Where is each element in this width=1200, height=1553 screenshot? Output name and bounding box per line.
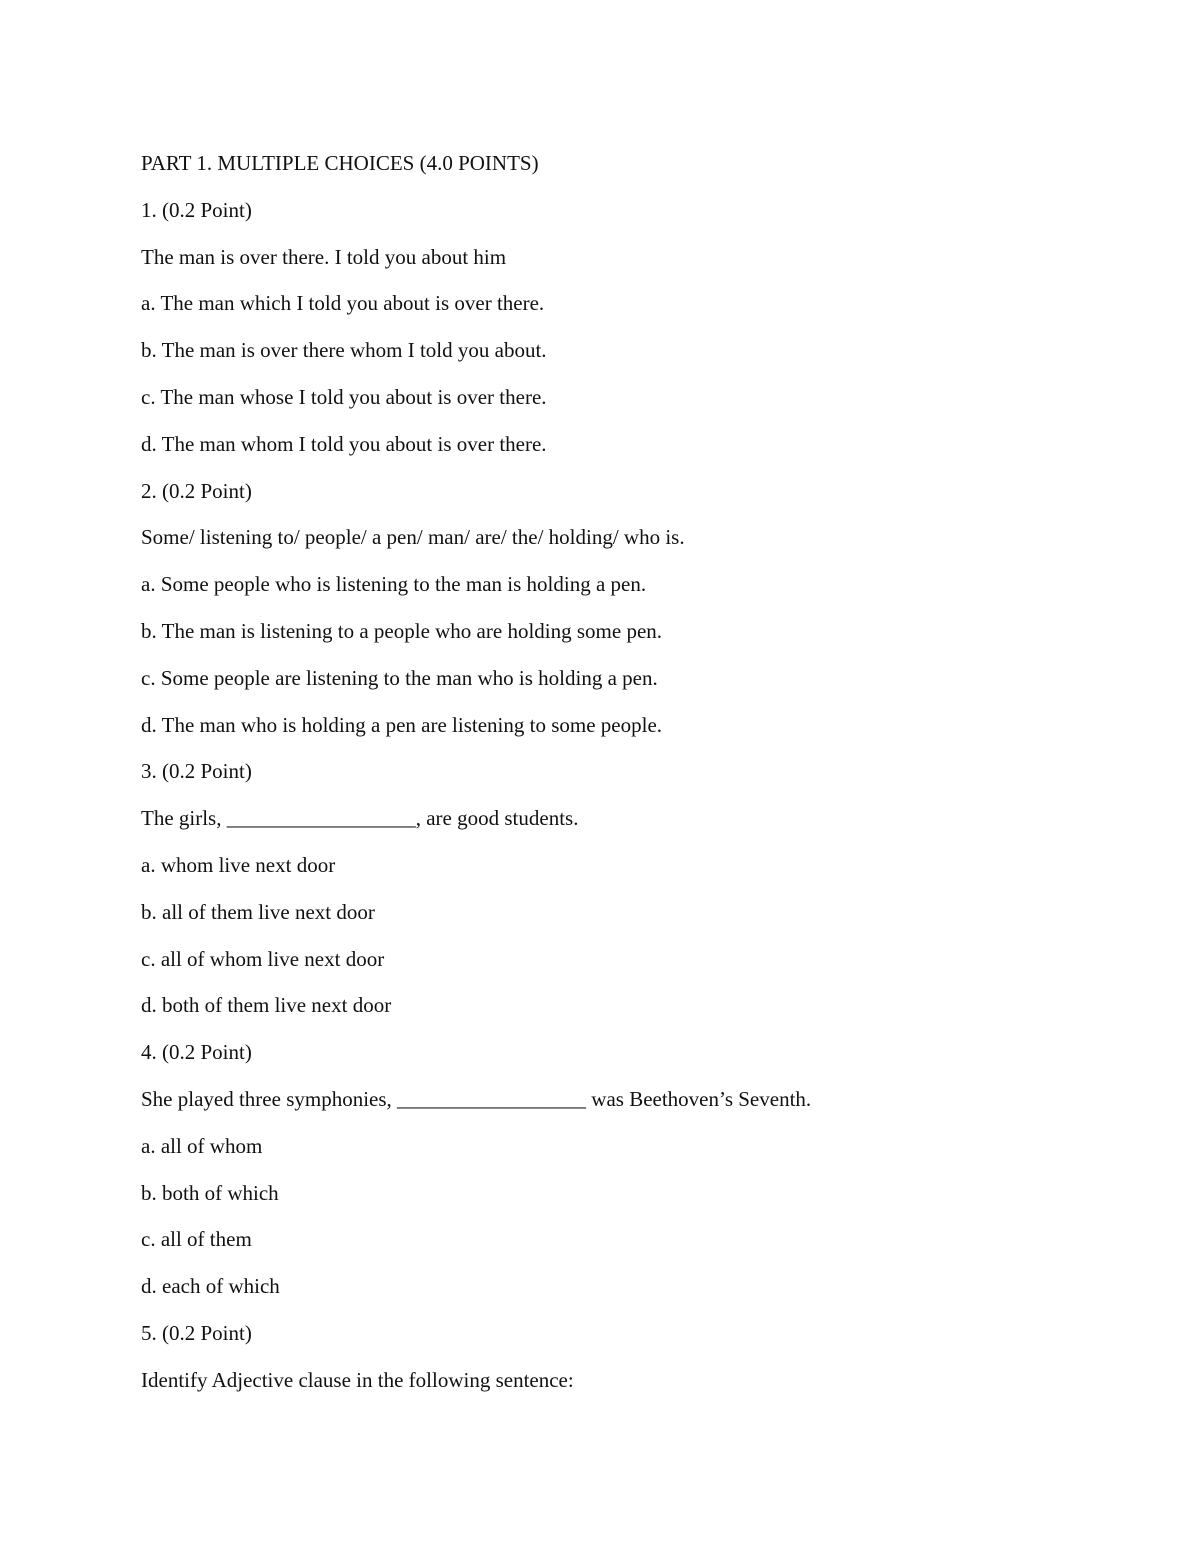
question-4-prompt: She played three symphonies, __________________ was Beethoven’s Seventh. <box>141 1086 812 1111</box>
question-1-option-a: a. The man which I told you about is over there. <box>141 291 545 316</box>
question-4-option-c: c. all of them <box>141 1227 252 1252</box>
question-2-option-d: d. The man who is holding a pen are listening to some people. <box>141 712 663 737</box>
question-4-option-d: d. each of which <box>141 1274 280 1299</box>
question-2-prompt: Some/ listening to/ people/ a pen/ man/ are/ the/ holding/ who is. <box>141 525 685 550</box>
question-2-option-c: c. Some people are listening to the man who is holding a pen. <box>141 665 658 690</box>
question-2-option-b: b. The man is listening to a people who are holding some pen. <box>141 618 663 643</box>
question-3-header: 3. (0.2 Point) <box>141 759 252 784</box>
question-2-header: 2. (0.2 Point) <box>141 478 252 503</box>
question-5-header: 5. (0.2 Point) <box>141 1320 252 1345</box>
question-2-option-a: a. Some people who is listening to the man is holding a pen. <box>141 572 647 597</box>
question-4-option-a: a. all of whom <box>141 1133 263 1158</box>
question-4-header: 4. (0.2 Point) <box>141 1040 252 1065</box>
question-3-option-b: b. all of them live next door <box>141 899 375 924</box>
question-1-header: 1. (0.2 Point) <box>141 197 252 222</box>
document-content <box>141 140 1101 1404</box>
question-3-prompt: The girls, __________________, are good students. <box>141 806 579 831</box>
question-3-option-c: c. all of whom live next door <box>141 946 385 971</box>
question-5-prompt: Identify Adjective clause in the following sentence: <box>141 1367 574 1392</box>
question-1-option-c: c. The man whose I told you about is over there. <box>141 384 547 409</box>
question-4-option-b: b. both of which <box>141 1180 279 1205</box>
part-heading: PART 1. MULTIPLE CHOICES (4.0 POINTS) <box>141 151 539 175</box>
question-3-option-d: d. both of them live next door <box>141 993 392 1018</box>
question-1-option-d: d. The man whom I told you about is over there. <box>141 431 547 456</box>
question-1-prompt: The man is over there. I told you about him <box>141 244 507 269</box>
question-3-option-a: a. whom live next door <box>141 852 336 877</box>
question-1-option-b: b. The man is over there whom I told you about. <box>141 338 547 363</box>
